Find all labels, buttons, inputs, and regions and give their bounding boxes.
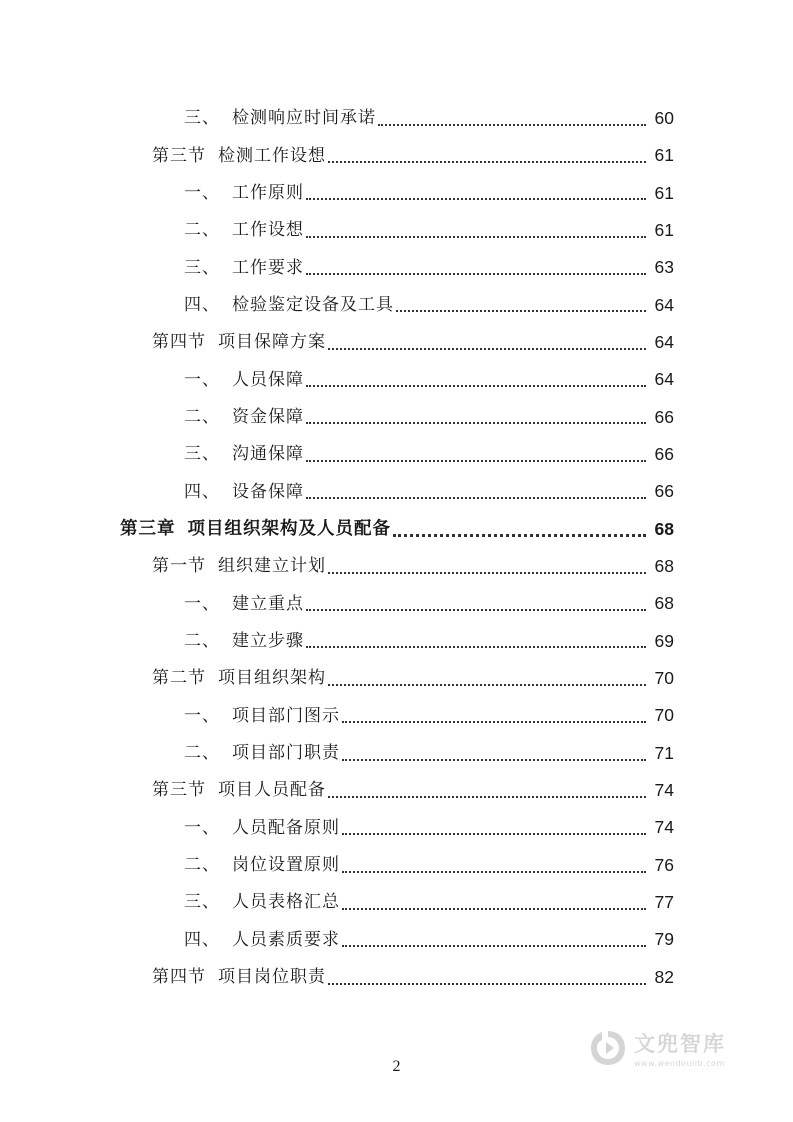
toc-entry-title: 检测响应时间承诺: [232, 108, 376, 129]
toc-entry-label: [184, 182, 304, 203]
toc-entry[interactable]: [0, 847, 793, 884]
toc-entry-title: 项目岗位职责: [218, 967, 326, 988]
toc-entry-number: 二、: [184, 220, 220, 241]
toc-entry-number: 二、: [184, 743, 220, 764]
toc-entry[interactable]: [0, 137, 793, 174]
toc-entry-number: 第三章: [120, 518, 176, 539]
toc-entry-number: 一、: [184, 369, 220, 390]
toc-entry[interactable]: [0, 772, 793, 809]
toc-entry[interactable]: [0, 100, 793, 137]
toc-entry-number: 第三节: [152, 780, 206, 801]
toc-entry[interactable]: [0, 324, 793, 361]
toc-entry-title: 项目人员配备: [218, 780, 326, 801]
toc-entry[interactable]: [0, 287, 793, 324]
toc-entry-label: [184, 894, 340, 911]
toc-entry-label: [184, 369, 304, 390]
toc-entry-label: [152, 969, 326, 986]
toc-entry-label: [184, 110, 376, 127]
toc-entry-page: 60: [654, 107, 674, 128]
toc-entry-page: 64: [654, 294, 674, 315]
toc-entry[interactable]: [0, 735, 793, 772]
toc-entry-title: 工作要求: [232, 257, 304, 278]
toc-entry[interactable]: [0, 399, 793, 436]
toc-entry-number: 一、: [184, 182, 220, 203]
dot-leader: [328, 796, 646, 798]
wendou-logo-icon: [588, 1028, 628, 1068]
toc-entry-page: 74: [654, 817, 674, 838]
toc-entry-label: [152, 670, 326, 687]
toc-entry-number: 二、: [184, 630, 220, 651]
toc-entry-title: 项目部门职责: [232, 743, 340, 764]
toc-entry-number: 第一节: [152, 556, 206, 577]
dot-leader: [306, 385, 646, 387]
toc-entry-page: 69: [654, 630, 674, 651]
toc-entry-page: 61: [654, 182, 674, 203]
toc-entry-number: 一、: [184, 705, 220, 726]
toc-entry[interactable]: [0, 511, 793, 548]
toc-entry[interactable]: [0, 698, 793, 735]
dot-leader: [342, 721, 646, 723]
toc-entry-page: 68: [654, 556, 674, 577]
toc-entry[interactable]: [0, 585, 793, 622]
toc-entry[interactable]: [0, 548, 793, 585]
toc-entry-page: 64: [654, 369, 674, 390]
toc-entry-label: [120, 518, 391, 539]
toc-entry-page: 79: [654, 929, 674, 950]
dot-leader: [342, 871, 646, 873]
toc-entry-page: 66: [654, 444, 674, 465]
toc-entry-page: 82: [654, 966, 674, 987]
dot-leader: [342, 833, 646, 835]
dot-leader: [342, 908, 646, 910]
toc-entry-title: 项目部门图示: [232, 705, 340, 726]
toc-entry-page: 61: [654, 145, 674, 166]
toc-entry-label: [184, 222, 304, 239]
toc-entry-label: [152, 334, 326, 351]
toc-entry-label: [184, 294, 394, 315]
toc-entry[interactable]: [0, 623, 793, 660]
toc-entry-label: [184, 446, 304, 463]
toc-entry-page: 71: [654, 742, 674, 763]
dot-leader: [306, 236, 646, 238]
toc-entry-page: 70: [654, 668, 674, 689]
toc-entry[interactable]: [0, 249, 793, 286]
toc-entry[interactable]: [0, 810, 793, 847]
toc-entry-page: 74: [654, 780, 674, 801]
toc-entry-page: 61: [654, 219, 674, 240]
dot-leader: [378, 124, 646, 126]
dot-leader: [306, 198, 646, 200]
dot-leader: [306, 460, 646, 462]
toc-entry-number: 一、: [184, 817, 220, 838]
toc-entry-number: 四、: [184, 294, 220, 315]
toc-entry-page: 64: [654, 331, 674, 352]
toc-entry-label: [184, 481, 304, 502]
toc-entry-number: 三、: [184, 108, 220, 129]
toc-entry-label: [184, 745, 340, 762]
dot-leader: [306, 609, 646, 611]
toc-entry-title: 工作设想: [232, 220, 304, 241]
toc-entry-title: 项目组织架构及人员配备: [187, 518, 391, 539]
toc-entry-label: [152, 145, 326, 166]
toc-entry-title: 建立步骤: [232, 630, 304, 651]
toc-entry[interactable]: [0, 922, 793, 959]
page-number: 2: [392, 1058, 401, 1075]
toc-entry-page: 66: [654, 481, 674, 502]
toc-entry-title: 建立重点: [232, 593, 304, 614]
toc-entry-title: 工作原则: [232, 182, 304, 203]
toc-entry-label: [184, 705, 340, 726]
toc-entry-label: [184, 593, 304, 614]
toc-entry-page: 63: [654, 257, 674, 278]
dot-leader: [328, 161, 646, 163]
dot-leader: [393, 534, 646, 537]
toc-entry[interactable]: [0, 436, 793, 473]
toc-entry[interactable]: [0, 959, 793, 996]
toc-entry-label: [184, 630, 304, 651]
toc-entry[interactable]: [0, 175, 793, 212]
toc-entry-page: 66: [654, 406, 674, 427]
toc-entry-title: 人员素质要求: [232, 929, 340, 950]
toc-entry-number: 一、: [184, 593, 220, 614]
toc-entry-label: [152, 782, 326, 799]
dot-leader: [306, 422, 646, 424]
dot-leader: [328, 348, 646, 350]
toc-entry-page: 68: [654, 518, 674, 539]
dot-leader: [306, 273, 646, 275]
toc-entry-number: 四、: [184, 929, 220, 950]
toc-entry-number: 第二节: [152, 668, 206, 689]
watermark-url: www.wendoulib.com: [634, 1059, 725, 1068]
toc-entry[interactable]: [0, 212, 793, 249]
toc-entry-title: 人员配备原则: [232, 817, 340, 838]
table-of-contents: [0, 100, 793, 996]
toc-entry-label: [184, 857, 340, 874]
watermark-title: 文兜智库: [634, 1032, 726, 1056]
toc-entry-title: 项目保障方案: [218, 332, 326, 353]
toc-entry-number: 第三节: [152, 145, 206, 166]
dot-leader: [306, 497, 646, 499]
toc-entry-title: 设备保障: [232, 481, 304, 502]
toc-entry-number: 二、: [184, 406, 220, 427]
toc-entry-page: 76: [654, 854, 674, 875]
toc-entry-title: 组织建立计划: [218, 556, 326, 577]
toc-entry-title: 人员保障: [232, 369, 304, 390]
toc-entry-title: 资金保障: [232, 406, 304, 427]
toc-entry-number: 三、: [184, 257, 220, 278]
toc-entry[interactable]: [0, 660, 793, 697]
toc-entry-page: 68: [654, 593, 674, 614]
toc-entry-title: 岗位设置原则: [232, 855, 340, 876]
toc-entry-page: 77: [654, 892, 674, 913]
dot-leader: [328, 983, 646, 985]
dot-leader: [328, 572, 646, 574]
toc-entry-label: [152, 558, 326, 575]
toc-entry[interactable]: [0, 473, 793, 510]
toc-entry-number: 三、: [184, 892, 220, 913]
toc-entry-label: [184, 406, 304, 427]
watermark: [588, 1020, 753, 1076]
toc-entry-number: 第四节: [152, 332, 206, 353]
dot-leader: [342, 945, 646, 947]
toc-entry-title: 检测工作设想: [218, 145, 326, 166]
toc-entry[interactable]: [0, 884, 793, 921]
toc-entry-title: 沟通保障: [232, 444, 304, 465]
toc-entry-title: 项目组织架构: [218, 668, 326, 689]
dot-leader: [328, 684, 646, 686]
toc-entry-number: 第四节: [152, 967, 206, 988]
dot-leader: [306, 646, 646, 648]
toc-entry-page: 70: [654, 705, 674, 726]
toc-entry-number: 二、: [184, 855, 220, 876]
toc-entry-number: 三、: [184, 444, 220, 465]
toc-entry-label: [184, 817, 340, 838]
toc-entry-title: 检验鉴定设备及工具: [232, 294, 394, 315]
toc-entry-label: [184, 929, 340, 950]
toc-entry[interactable]: [0, 361, 793, 398]
toc-entry-title: 人员表格汇总: [232, 892, 340, 913]
dot-leader: [342, 759, 646, 761]
toc-entry-label: [184, 257, 304, 278]
toc-entry-number: 四、: [184, 481, 220, 502]
dot-leader: [396, 310, 646, 312]
watermark-text: [634, 1028, 726, 1068]
